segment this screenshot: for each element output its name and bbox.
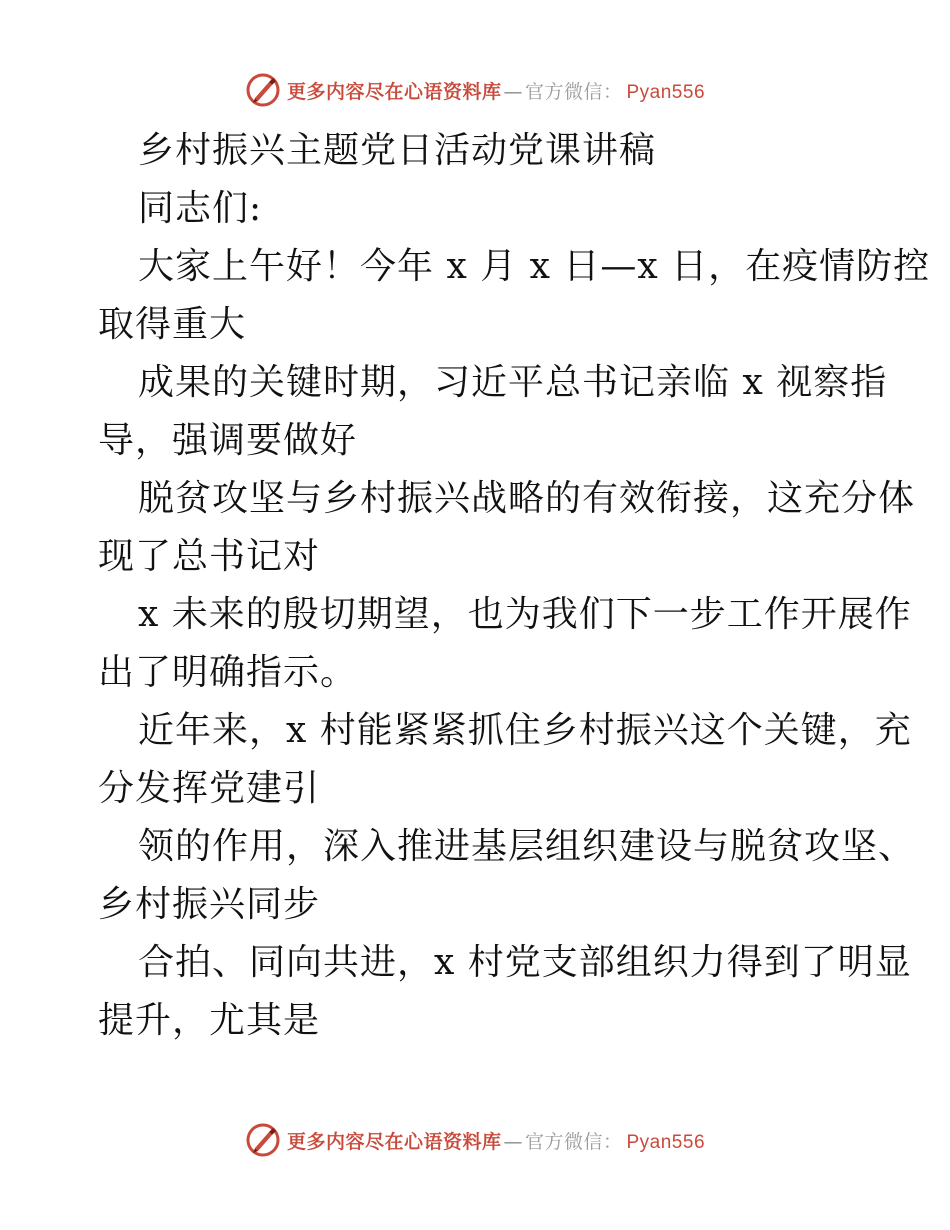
- paragraph-line: 脱贫攻坚与乡村振兴战略的有效衔接，这充分体: [138, 478, 916, 519]
- document-title: 乡村振兴主题党日活动党课讲稿: [138, 130, 657, 171]
- watermark-dash: —: [503, 1130, 523, 1153]
- paragraph-line: 提升，尤其是: [98, 1000, 321, 1041]
- paragraph-line: 合拍、同向共进，x 村党支部组织力得到了明显: [138, 942, 912, 983]
- watermark-text: [287, 1127, 705, 1154]
- paragraph-line: 成果的关键时期，习近平总书记亲临 x 视察指: [138, 362, 888, 403]
- watermark-official: 官方微信：: [524, 80, 623, 103]
- paragraph-line: 近年来，x 村能紧紧抓住乡村振兴这个关键，充: [138, 710, 912, 751]
- pen-seal-icon: [245, 72, 281, 108]
- paragraph-line: 出了明确指示。: [98, 652, 358, 693]
- document-body: [98, 122, 931, 1050]
- paragraph-line: 领的作用，深入推进基层组织建设与脱贫攻坚、: [138, 826, 916, 867]
- document-salutation: 同志们:: [138, 188, 263, 229]
- watermark-official: 官方微信：: [524, 1130, 623, 1153]
- watermark-main: 更多内容尽在心语资料库: [286, 80, 502, 103]
- paragraph-line: 乡村振兴同步: [98, 884, 321, 925]
- paragraph-line: 现了总书记对: [98, 536, 321, 577]
- paragraph-line: 导，强调要做好: [98, 420, 358, 461]
- watermark-id: Pyan556: [626, 1131, 706, 1153]
- watermark-id: Pyan556: [626, 81, 706, 103]
- header-watermark: [0, 68, 950, 112]
- watermark-dash: —: [503, 80, 523, 103]
- footer-watermark: [0, 1118, 950, 1162]
- paragraph-line: 取得重大: [98, 304, 247, 345]
- watermark-text: [287, 77, 705, 104]
- paragraph-line: 大家上午好！今年 x 月 x 日—x 日，在疫情防控: [138, 246, 931, 287]
- pen-seal-icon: [245, 1122, 281, 1158]
- paragraph-line: x 未来的殷切期望，也为我们下一步工作开展作: [138, 594, 912, 635]
- paragraph-line: 分发挥党建引: [98, 768, 321, 809]
- watermark-main: 更多内容尽在心语资料库: [286, 1130, 502, 1153]
